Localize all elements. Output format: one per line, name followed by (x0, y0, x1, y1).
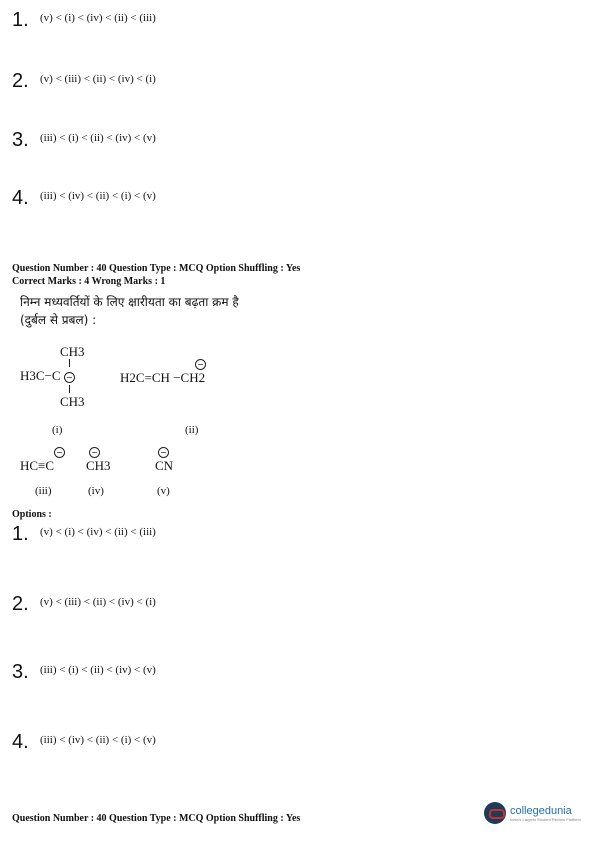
option-number: 2. (12, 70, 29, 92)
option-text: (iii) < (iv) < (ii) < (i) < (v) (40, 190, 156, 202)
top-option-1 (12, 10, 156, 30)
structure-i-mid: H3C−C (20, 368, 61, 383)
carbanion-charge-icon: − (158, 447, 169, 458)
label-iv: (iv) (88, 485, 104, 497)
logo-icon (484, 802, 506, 824)
label-v: (v) (157, 485, 170, 497)
label-ii: (ii) (185, 424, 199, 436)
footer-question-meta: Question Number : 40 Question Type : MCQ Option Shuffling : Yes (12, 813, 301, 824)
carbanion-charge-icon: − (64, 372, 75, 383)
option-text: (v) < (iii) < (ii) < (iv) < (i) (40, 73, 156, 85)
carbanion-charge-icon: − (195, 359, 206, 370)
logo-tagline: India's Largest Student Review Platform (509, 816, 581, 822)
structure-ii: H2C=CH −CH2 (120, 370, 206, 385)
logo-name: collegedunia (509, 804, 572, 817)
structure-v: CN (155, 458, 174, 473)
question-text-line2: (दुर्बल से प्रबल) : (20, 313, 97, 327)
option-number: 4. (12, 187, 29, 209)
question-meta (12, 262, 300, 288)
option-text: (v) < (iii) < (ii) < (iv) < (i) (40, 596, 156, 608)
option-number: 1. (12, 523, 29, 545)
structure-iv: CH3 (86, 458, 111, 473)
option-text: (v) < (i) < (iv) < (ii) < (iii) (40, 526, 156, 538)
structure-iii: HC≡C (20, 458, 55, 473)
answer-option-2[interactable] (12, 594, 156, 614)
top-option-4 (12, 188, 156, 208)
answer-option-3[interactable] (12, 662, 156, 682)
option-text: (iii) < (i) < (ii) < (iv) < (v) (40, 132, 156, 144)
question-meta-line1: Question Number : 40 Question Type : MCQ Option Shuffling : Yes (12, 263, 301, 274)
bond-line (69, 359, 70, 367)
label-i: (i) (52, 424, 63, 436)
option-number: 1. (12, 9, 29, 31)
option-text: (v) < (i) < (iv) < (ii) < (iii) (40, 12, 156, 24)
top-option-3 (12, 130, 156, 150)
question-text (20, 293, 239, 329)
question-meta-line2: Correct Marks : 4 Wrong Marks : 1 (12, 276, 166, 287)
option-number: 3. (12, 129, 29, 151)
structure-i-center (20, 368, 75, 384)
option-text: (iii) < (iv) < (ii) < (i) < (v) (40, 734, 156, 746)
options-heading: Options : (12, 509, 52, 520)
option-text: (iii) < (i) < (ii) < (iv) < (v) (40, 664, 156, 676)
option-number: 3. (12, 661, 29, 683)
option-number: 2. (12, 593, 29, 615)
answer-option-4[interactable] (12, 732, 156, 752)
top-option-2 (12, 71, 156, 91)
bond-line (69, 385, 70, 393)
structure-i-bottom: CH3 (60, 394, 85, 409)
label-iii: (iii) (35, 485, 52, 497)
answer-option-1[interactable] (12, 524, 156, 544)
structure-i-top: CH3 (60, 344, 85, 359)
carbanion-charge-icon: − (54, 447, 65, 458)
option-number: 4. (12, 731, 29, 753)
carbanion-charge-icon: − (89, 447, 100, 458)
collegedunia-logo (484, 802, 581, 824)
question-text-line1: निम्न मध्यवर्तियों के लिए क्षारीयता का बढ़ता क्रम है (20, 295, 239, 309)
